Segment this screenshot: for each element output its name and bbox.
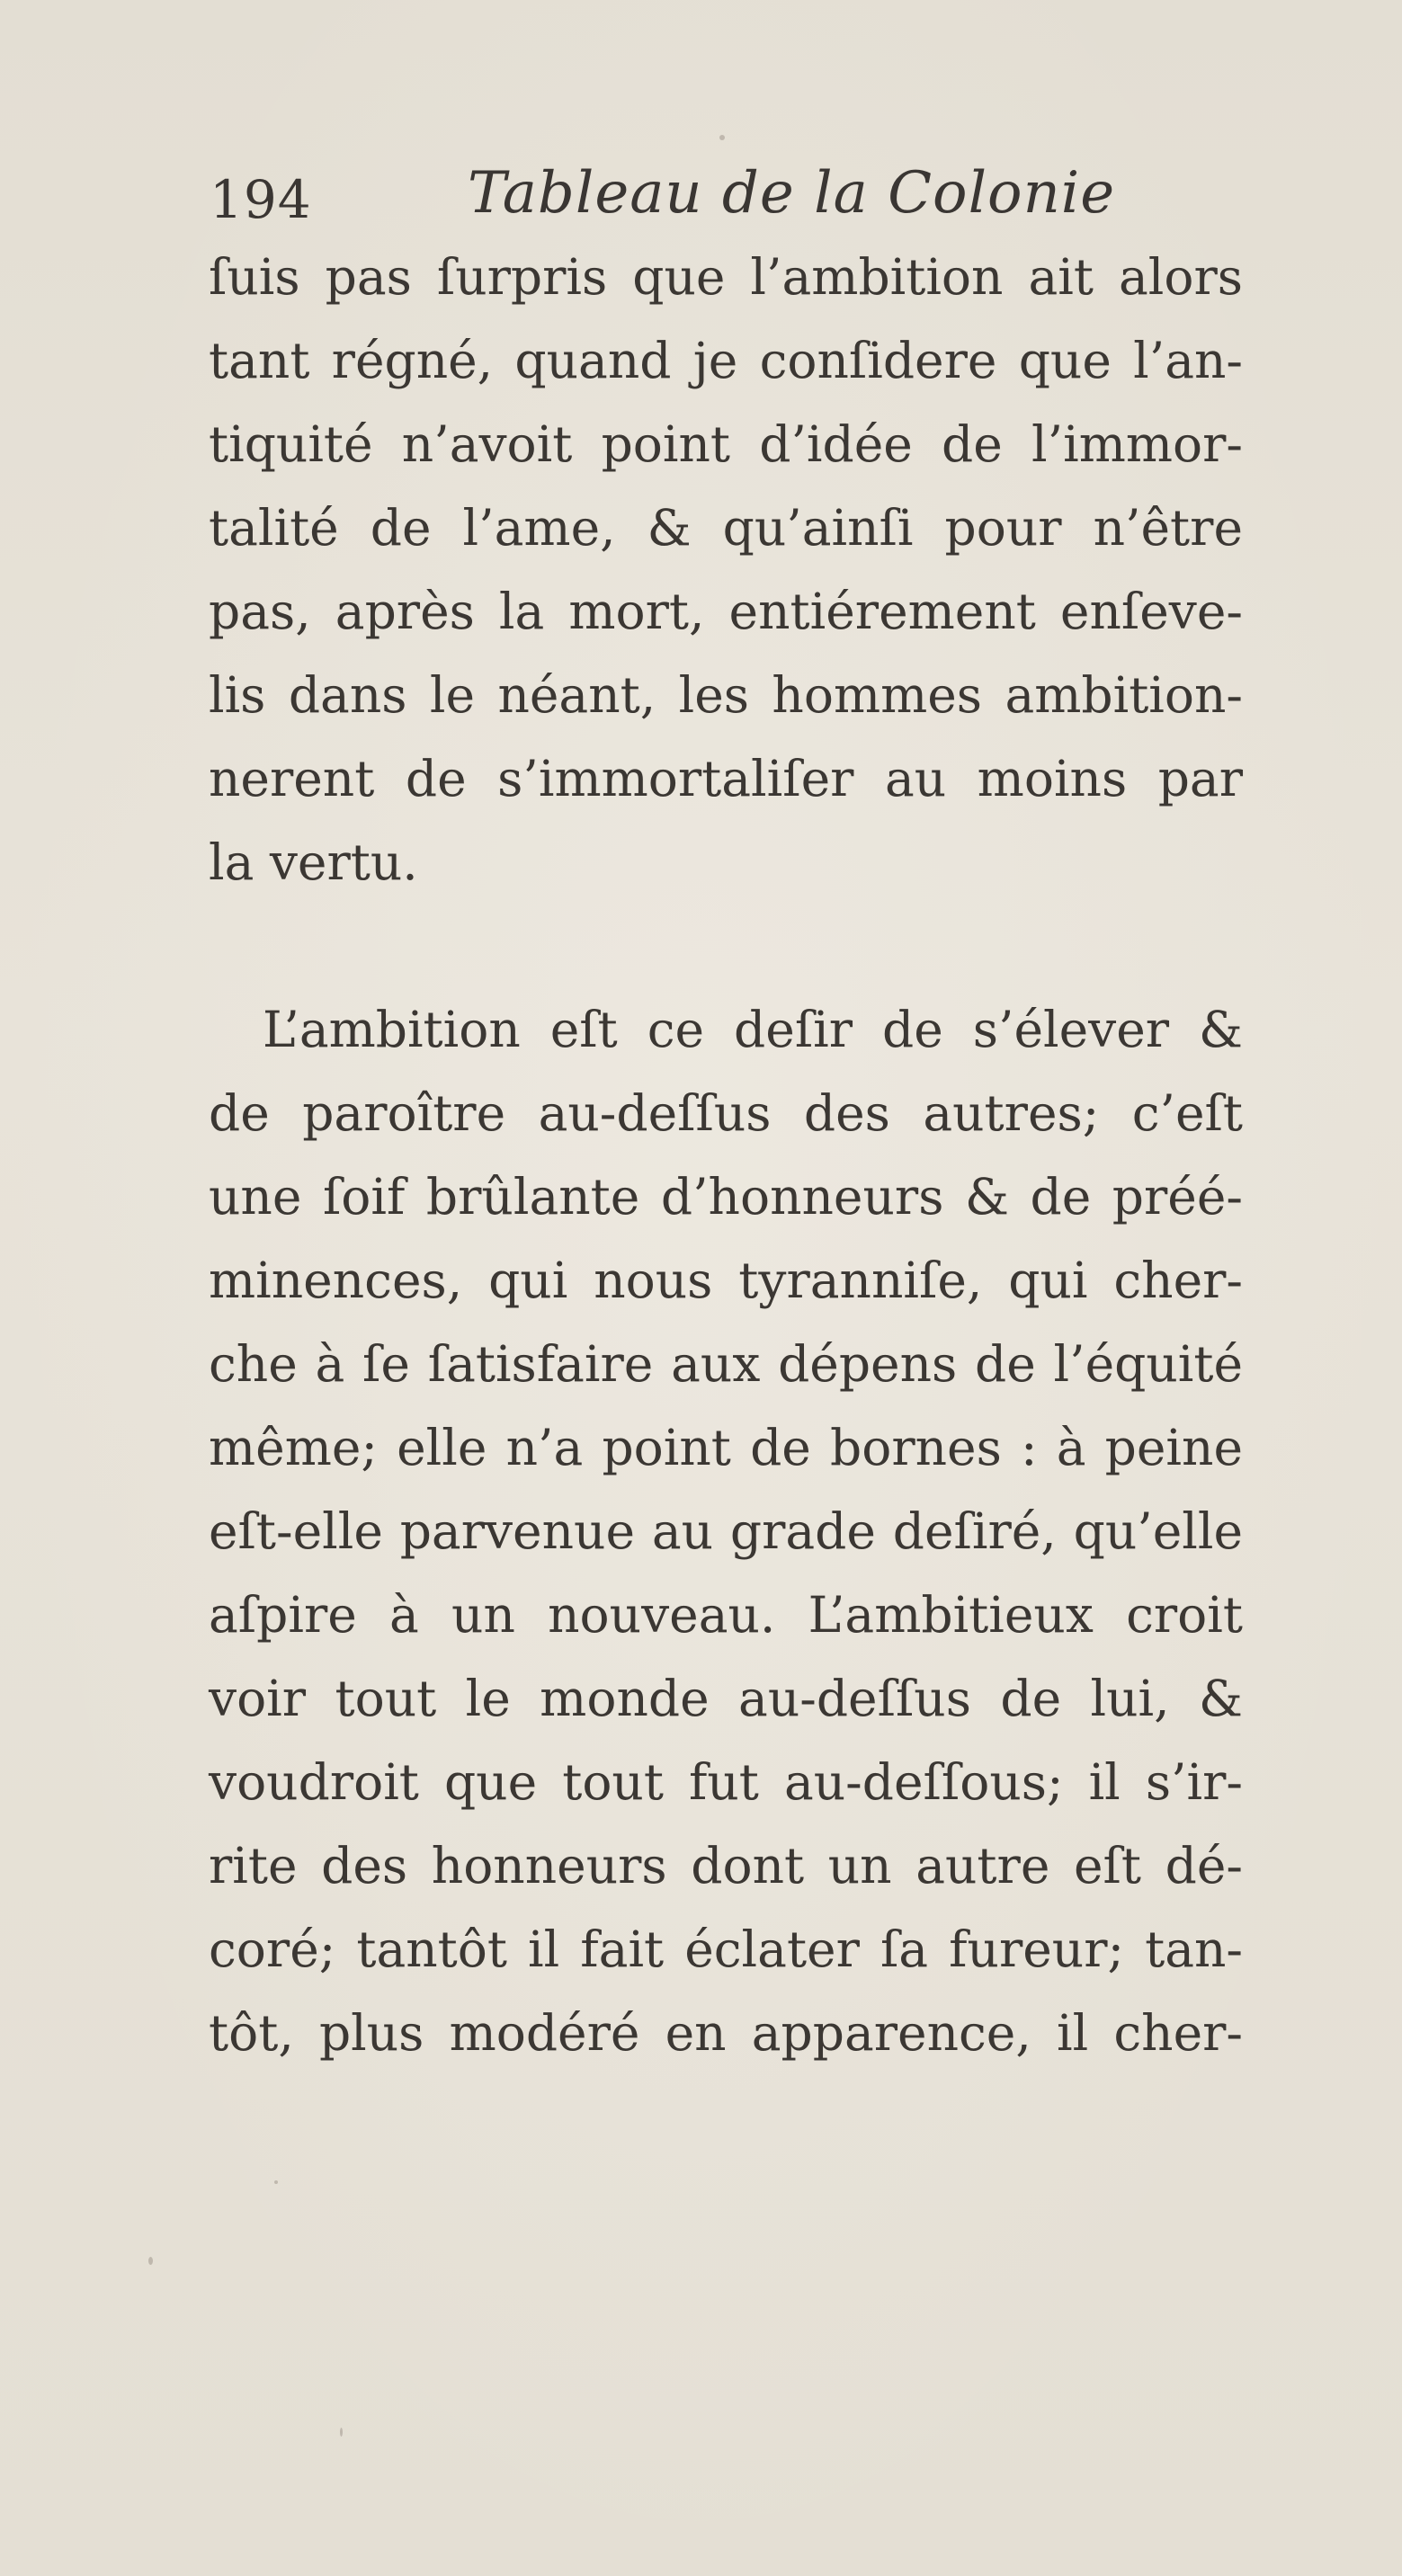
paper-speck [274, 2180, 278, 2184]
text-line: lis dans le néant, les hommes ambition- [209, 666, 1243, 724]
paragraph-gap [209, 905, 1243, 988]
paper-speck [340, 2428, 343, 2437]
running-title: Tableau de la Colonie [468, 160, 1116, 227]
text-line: che à ſe ſatisfaire aux dépens de l’équité [209, 1335, 1243, 1393]
text-line: tôt, plus modéré en apparence, il cher- [209, 2004, 1243, 2062]
text-line: rite des honneurs dont un autre eſt dé- [209, 1837, 1243, 1894]
text-line: même; elle n’a point de bornes : à peine [209, 1419, 1243, 1476]
text-line: tant régné, quand je conſidere que l’an- [209, 332, 1243, 389]
paper-speck [719, 135, 725, 140]
running-head [0, 160, 1402, 241]
paragraph-ambition [209, 988, 1243, 2075]
body-text [209, 236, 1243, 2075]
text-line: aſpire à un nouveau. L’ambitieux croit [209, 1586, 1243, 1644]
text-line: eſt-elle parvenue au grade deſiré, qu’elle [209, 1502, 1243, 1560]
text-line: de paroître au-deſſus des autres; c’eſt [209, 1084, 1243, 1142]
text-line: la vertu. [209, 833, 418, 891]
text-line: ſuis pas ſurpris que l’ambition ait alors [209, 248, 1243, 306]
text-line: pas, après la mort, entiérement enſeve- [209, 583, 1243, 640]
text-line: tiquité n’avoit point d’idée de l’immor- [209, 415, 1243, 473]
text-line: talité de l’ame, & qu’ainſi pour n’être [209, 499, 1243, 557]
paper-speck [148, 2257, 153, 2265]
text-line: voir tout le monde au-deſſus de lui, & [209, 1670, 1243, 1727]
text-line: L’ambition eſt ce deſir de s’élever & [263, 1001, 1243, 1058]
text-line: une ſoif brûlante d’honneurs & de préé- [209, 1168, 1243, 1226]
text-line: minences, qui nous tyranniſe, qui cher- [209, 1252, 1243, 1309]
text-line: coré; tantôt il fait éclater ſa fureur; tan- [209, 1921, 1243, 1978]
text-line: nerent de s’immortaliſer au moins par [209, 750, 1243, 807]
page-number: 194 [210, 169, 312, 230]
paragraph-continuation [209, 236, 1243, 905]
text-line: voudroit que tout fut au-deſſous; il s’ir- [209, 1753, 1243, 1811]
